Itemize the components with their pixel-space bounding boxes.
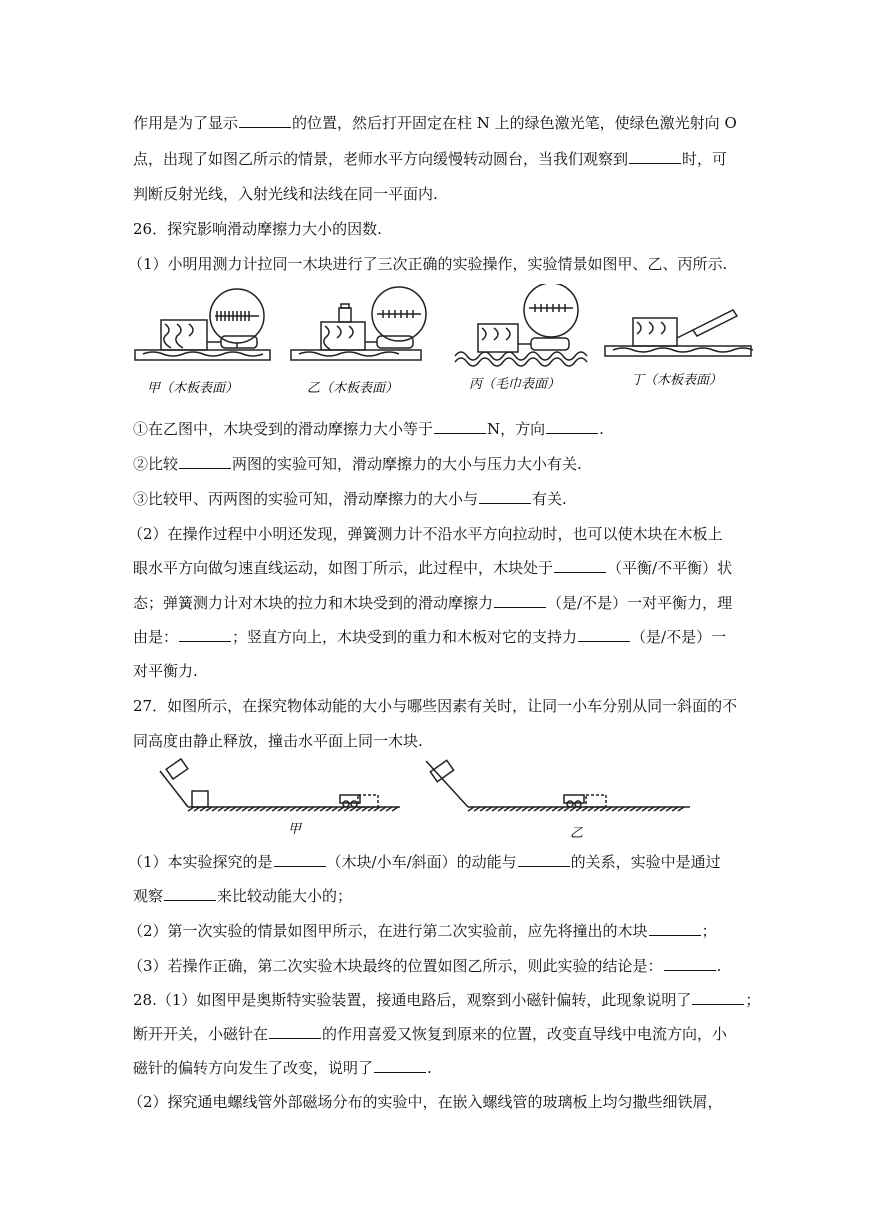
ramp-experiment-figure: [150, 757, 695, 843]
question-27-title: 27．如图所示，在探究物体动能的大小与哪些因素有关时，让同一小车分别从同一斜面的不: [133, 697, 738, 715]
question-28-title: 28.（1）如图甲是奥斯特实验装置，接通电路后，观察到小磁针偏转，此现象说明了 ；: [133, 991, 761, 1009]
answer-blank[interactable]: [269, 1024, 321, 1039]
text-line: 同高度由静止释放，撞击水平面上同一木块.: [133, 732, 423, 750]
question-26-title: 26．探究影响滑动摩擦力大小的因数.: [133, 220, 382, 238]
answer-blank[interactable]: [179, 627, 231, 642]
figure-caption: 乙（木板表面）: [307, 381, 399, 396]
text-line: 作用是为了显示 的位置，然后打开固定在柱 N 上的绿色激光笔，使绿色激光射向 O: [133, 114, 737, 132]
question-26-part1: （1）小明用测力计拉同一木块进行了三次正确的实验操作，实验情景如图甲、乙、丙所示.: [128, 255, 728, 273]
answer-blank[interactable]: [164, 886, 216, 901]
answer-blank[interactable]: [649, 921, 701, 936]
spring-scale-angled: [693, 310, 737, 336]
answer-blank[interactable]: [179, 454, 231, 469]
figure-caption: 甲: [288, 822, 302, 837]
text-line: 断开开关，小磁针在 的作用喜爱又恢复到原来的位置，改变直导线中电流方向，小: [133, 1025, 728, 1043]
ramp: [160, 771, 188, 807]
answer-blank[interactable]: [494, 593, 546, 608]
text-line: （2）在操作过程中小明还发现，弹簧测力计不沿水平方向拉动时，也可以使木块在木板上: [128, 525, 723, 543]
text-line: ①在乙图中，木块受到的滑动摩擦力大小等于 N，方向 .: [133, 420, 604, 438]
text-line: 由是： ；竖直方向上，木块受到的重力和木板对它的支持力 （是/不是）一: [133, 628, 727, 646]
figure-caption: 丙（毛巾表面）: [469, 377, 561, 392]
text-line: 观察 来比较动能大小的；: [133, 887, 353, 905]
answer-blank[interactable]: [274, 852, 326, 867]
text-line: 点，出现了如图乙所示的情景，老师水平方向缓慢转动圆台，当我们观察到 时，可: [133, 150, 728, 168]
answer-blank[interactable]: [374, 1058, 426, 1073]
text-line: ③比较甲、丙两图的实验可知，滑动摩擦力的大小与 有关.: [133, 490, 567, 508]
text-line: 眼水平方向做匀速直线运动，如图丁所示，此过程中，木块处于 （平衡/不平衡）状: [133, 559, 733, 577]
weight: [339, 308, 351, 322]
answer-blank[interactable]: [434, 419, 486, 434]
answer-blank[interactable]: [692, 990, 744, 1005]
text-line: 判断反射光线，入射光线和法线在同一平面内.: [133, 185, 438, 203]
friction-experiment-figure: [133, 284, 753, 406]
figure-caption: 乙: [570, 826, 584, 841]
towel-surface: [455, 352, 587, 360]
figure-caption: 甲（木板表面）: [147, 381, 239, 396]
answer-blank[interactable]: [546, 419, 598, 434]
text-line: （1）本实验探究的是 （木块/小车/斜面）的动能与 的关系，实验中是通过: [128, 853, 721, 871]
answer-blank[interactable]: [554, 558, 606, 573]
text-line: （2）第一次实验的情景如图甲所示，在进行第二次实验前，应先将撞出的木块 ；: [128, 922, 717, 940]
answer-blank[interactable]: [578, 627, 630, 642]
answer-blank[interactable]: [479, 489, 531, 504]
answer-blank[interactable]: [239, 113, 291, 128]
answer-blank[interactable]: [664, 956, 716, 971]
cart: [166, 759, 188, 779]
text-line: 态；弹簧测力计对木块的拉力和木块受到的滑动摩擦力 （是/不是）一对平衡力，理: [133, 594, 733, 612]
text-line: 磁针的偏转方向发生了改变，说明了 .: [133, 1059, 432, 1077]
figure-caption: 丁（木板表面）: [631, 373, 723, 388]
wood-block: [192, 791, 208, 807]
answer-blank[interactable]: [518, 852, 570, 867]
answer-blank[interactable]: [629, 149, 681, 164]
text-line: ②比较 两图的实验可知，滑动摩擦力的大小与压力大小有关.: [133, 455, 582, 473]
text-line: 对平衡力.: [133, 662, 198, 680]
text-line: （3）若操作正确，第二次实验木块最终的位置如图乙所示，则此实验的结论是： .: [128, 957, 722, 975]
text-line: （2）探究通电螺线管外部磁场分布的实验中，在嵌入螺线管的玻璃板上均匀撒些细铁屑，: [128, 1093, 723, 1111]
